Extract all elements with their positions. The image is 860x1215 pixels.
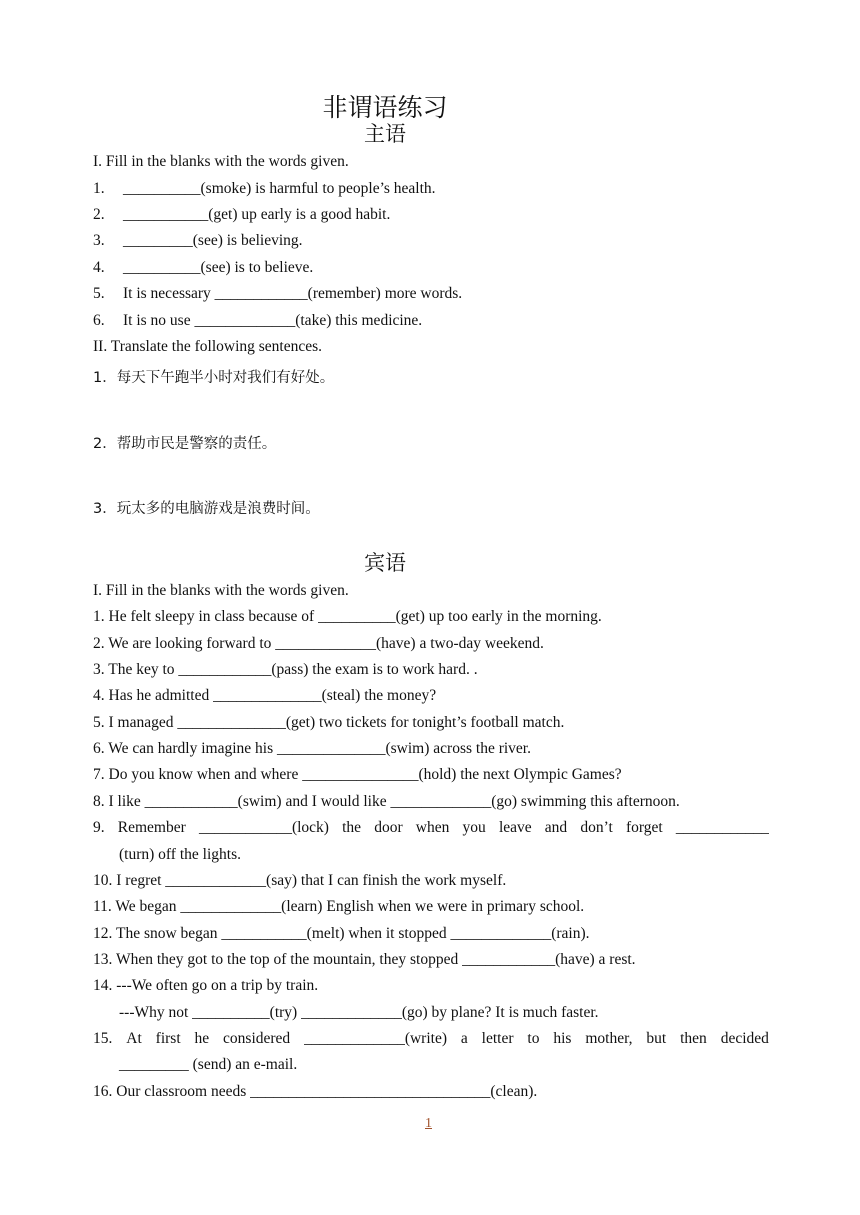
exercise-item: 16. Our classroom needs _______________________________(clean). — [93, 1083, 538, 1100]
exercise-item-continuation: (turn) off the lights. — [119, 846, 241, 863]
exercise-text: ___________(get) up early is a good habit. — [123, 206, 391, 223]
word: a — [460, 1030, 468, 1047]
word: Remember — [117, 819, 186, 836]
exercise-item: 11. We began _____________(learn) English when we were in primary school. — [93, 898, 585, 915]
word: first — [155, 1030, 181, 1047]
word: ____________ — [675, 819, 769, 836]
word: his — [553, 1030, 572, 1047]
exercise-item: 6. We can hardly imagine his ______________(swim) across the river. — [93, 740, 531, 757]
page-number: 1 — [425, 1116, 432, 1131]
part1-heading: I. Fill in the blanks with the words given. — [93, 153, 349, 170]
exercise-item-justified — [93, 818, 769, 838]
word: don’t — [580, 819, 613, 836]
word: door — [374, 819, 403, 836]
section-heading-object: 宾语 — [364, 551, 406, 575]
exercise-item: 5. I managed ______________(get) two tickets for tonight’s football match. — [93, 714, 565, 731]
exercise-number: 2. — [93, 206, 105, 223]
exercise-item: 1. He felt sleepy in class because of __________(get) up too early in the morning. — [93, 608, 602, 625]
exercise-number: 5. — [93, 285, 105, 302]
word: mother, — [585, 1030, 633, 1047]
section-heading-subject: 主语 — [364, 122, 406, 146]
exercise-item-justified — [93, 1029, 769, 1049]
word: he — [194, 1030, 210, 1047]
translation-sentence: 3．玩太多的电脑游戏是浪费时间。 — [93, 501, 320, 517]
document-title: 非谓语练习 — [322, 93, 448, 122]
justified-line — [93, 1029, 769, 1049]
translation-sentence: 1．每天下午跑半小时对我们有好处。 — [93, 370, 335, 386]
word: the — [342, 819, 362, 836]
word: At — [126, 1030, 142, 1047]
word: you — [462, 819, 486, 836]
exercise-text: _________(see) is believing. — [123, 232, 303, 249]
exercise-item: 3. The key to ____________(pass) the exam is to work hard. . — [93, 661, 478, 678]
word: and — [544, 819, 568, 836]
exercise-item: 4. Has he admitted ______________(steal) the money? — [93, 687, 437, 704]
word: when — [415, 819, 450, 836]
part1-heading: I. Fill in the blanks with the words given. — [93, 582, 349, 599]
word: then — [680, 1030, 707, 1047]
part2-heading: II. Translate the following sentences. — [93, 338, 323, 355]
word: to — [527, 1030, 540, 1047]
exercise-number: 6. — [93, 312, 105, 329]
translation-sentence: 2．帮助市民是警察的责任。 — [93, 436, 277, 452]
word: 15. — [93, 1030, 113, 1047]
exercise-number: 3. — [93, 232, 105, 249]
exercise-number: 1. — [93, 180, 105, 197]
word: but — [646, 1030, 667, 1047]
word: leave — [498, 819, 532, 836]
exercise-item: 7. Do you know when and where _______________(hold) the next Olympic Games? — [93, 766, 622, 783]
word: ____________(lock) — [198, 819, 329, 836]
exercise-item-continuation: _________ (send) an e-mail. — [119, 1056, 298, 1073]
word: letter — [481, 1030, 514, 1047]
word: forget — [625, 819, 663, 836]
word: considered — [223, 1030, 291, 1047]
word: _____________(write) — [304, 1030, 447, 1047]
exercise-item: 2. We are looking forward to _____________(have) a two-day weekend. — [93, 635, 544, 652]
exercise-text: __________(see) is to believe. — [123, 259, 314, 276]
justified-line — [93, 818, 769, 838]
exercise-text: It is necessary ____________(remember) more words. — [123, 285, 463, 302]
exercise-text: It is no use _____________(take) this medicine. — [123, 312, 423, 329]
word: 9. — [93, 819, 105, 836]
exercise-item: 8. I like ____________(swim) and I would like _____________(go) swimming this afternoon. — [93, 793, 680, 810]
exercise-item: 10. I regret _____________(say) that I can finish the work myself. — [93, 872, 507, 889]
exercise-item-continuation: ---Why not __________(try) _____________(go) by plane? It is much faster. — [119, 1004, 599, 1021]
word: decided — [720, 1030, 769, 1047]
exercise-text: __________(smoke) is harmful to people’s health. — [123, 180, 436, 197]
exercise-number: 4. — [93, 259, 105, 276]
exercise-item: 14. ---We often go on a trip by train. — [93, 977, 319, 994]
exercise-item: 12. The snow began ___________(melt) when it stopped _____________(rain). — [93, 925, 590, 942]
exercise-item: 13. When they got to the top of the mountain, they stopped ____________(have) a rest. — [93, 951, 636, 968]
